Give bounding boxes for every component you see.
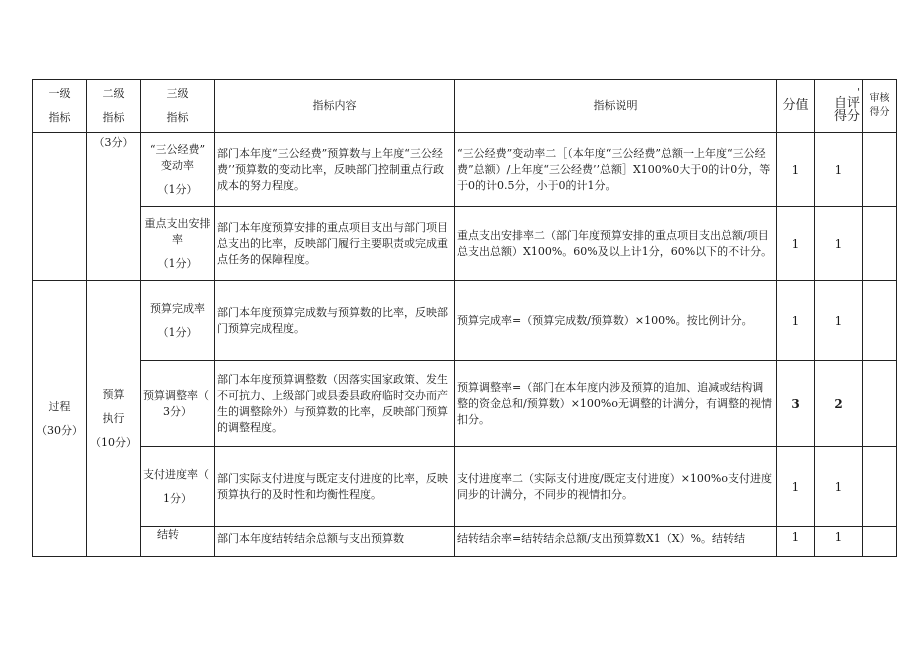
level2-cell [87,133,141,281]
content-cell: 部门本年度预算安排的重点项目支出与部门项目总支出的比率，反映部门履行主要职责或完成重点任务的保障程度。 [215,207,455,281]
level3-line1: 预算完成率 [150,301,205,315]
level3-line2: 1分） [163,491,192,505]
level3-cell [141,281,215,361]
level3-line1: 结转 [157,528,179,541]
audit-score-cell [863,281,897,361]
audit-score-cell [863,207,897,281]
level2-cell [87,281,141,557]
level1-line1: 过程 [48,399,71,413]
table-row [33,133,897,207]
explanation-cell: 支付进度率二（实际支付进度/既定支付进度）×100%o支付进度同步的计满分，不同步的视情扣分。 [455,447,777,527]
header-score: 分值 [777,80,815,133]
content-cell: 部门实际支付进度与既定支付进度的比率，反映预算执行的及时性和均衡性程度。 [215,447,455,527]
explanation-cell: “三公经费”变动率二［（本年度“三公经费”总额一上年度“三公经费”总额）/上年度“三公经费’’总额］X100%0大于0的计0分，等于0的计0.5分，小于0的计1分。 [455,133,777,207]
audit-score-cell [863,361,897,447]
level3-line2: （1分） [157,325,198,339]
self-score-cell: 1 [815,281,863,361]
score-cell: 3 [777,361,815,447]
audit-score-cell [863,447,897,527]
explanation-cell: 预算完成率=（预算完成数/预算数）×100%。按比例计分。 [455,281,777,361]
header-self-score-mark: ' [857,87,860,98]
table-row [33,527,897,557]
performance-evaluation-table [32,79,897,557]
header-self-score-line1: 自评 [833,96,860,111]
level1-line2: （30分） [36,423,83,437]
header-level1-line1: 一级 [48,87,71,100]
level3-line1: 支付进度率（ [143,467,209,481]
table-header-row [33,80,897,133]
level3-line3: （1分） [157,182,198,196]
level3-line1: 重点支出安排 [144,216,211,230]
level3-line1: “三公经费” [149,142,206,156]
header-level2-line2: 指标 [102,111,125,124]
table-row [33,447,897,527]
level3-cell [141,447,215,527]
level1-cell-empty [33,133,87,281]
level3-cell [141,207,215,281]
content-cell: 部门本年度结转结余总额与支出预算数 [215,527,455,557]
score-cell: 1 [777,207,815,281]
table-row [33,281,897,361]
level3-cell [141,361,215,447]
explanation-cell: 结转结余率=结转结余总额/支出预算数X1（X）%。结转结 [455,527,777,557]
table-row [33,361,897,447]
self-score-cell: 1 [815,447,863,527]
header-content: 指标内容 [215,80,455,133]
self-score-cell: 1 [815,133,863,207]
header-level2 [87,80,141,133]
level2-score: （3分） [93,136,134,149]
header-self-score-line2: 得分 [833,109,860,124]
level2-line3: （10分） [90,435,137,449]
explanation-cell: 重点支出安排率二（部门年度预算安排的重点项目支出总额/项目总支出总额）X100%。60%及以上计1分，60%以下的不计分。 [455,207,777,281]
self-score-cell: 1 [815,527,863,557]
header-explanation: 指标说明 [455,80,777,133]
explanation-cell: 预算调整率=（部门在本年度内涉及预算的追加、追减或结构调整的资金总和/预算数）×100%o无调整的计满分，有调整的视情扣分。 [455,361,777,447]
self-score-cell: 2 [815,361,863,447]
level3-line1: 预算调整率（ [143,388,209,402]
level2-line2: 执行 [102,411,125,425]
level3-cell [141,133,215,207]
level3-line2: 率 [172,232,183,246]
level1-cell [33,281,87,557]
header-level2-line1: 二级 [102,87,125,100]
score-cell: 1 [777,281,815,361]
level3-line2: 变动率 [161,158,194,172]
table-row [33,207,897,281]
level2-line1: 预算 [102,387,125,401]
self-score-cell: 1 [815,207,863,281]
header-self-score [815,80,863,133]
header-level1-line2: 指标 [48,111,71,124]
audit-score-cell [863,527,897,557]
score-cell: 1 [777,447,815,527]
content-cell: 部门本年度预算调整数（因落实国家政策、发生不可抗力、上级部门或县委县政府临时交办而产生的调整除外）与预算数的比率，反映部门预算的调整程度。 [215,361,455,447]
level3-line2: 3分） [163,404,192,418]
header-level3 [141,80,215,133]
header-level1 [33,80,87,133]
header-audit-score: 审核得分 [863,80,897,133]
header-level3-line1: 三级 [166,87,189,100]
level3-line3: （1分） [157,256,198,270]
score-cell: 1 [777,527,815,557]
score-cell: 1 [777,133,815,207]
level3-cell [141,527,215,557]
content-cell: 部门本年度预算完成数与预算数的比率，反映部门预算完成程度。 [215,281,455,361]
header-level3-line2: 指标 [166,111,189,124]
audit-score-cell [863,133,897,207]
content-cell: 部门本年度“三公经费”预算数与上年度“三公经费’’预算数的变动比率，反映部门控制重点行政成本的努力程度。 [215,133,455,207]
